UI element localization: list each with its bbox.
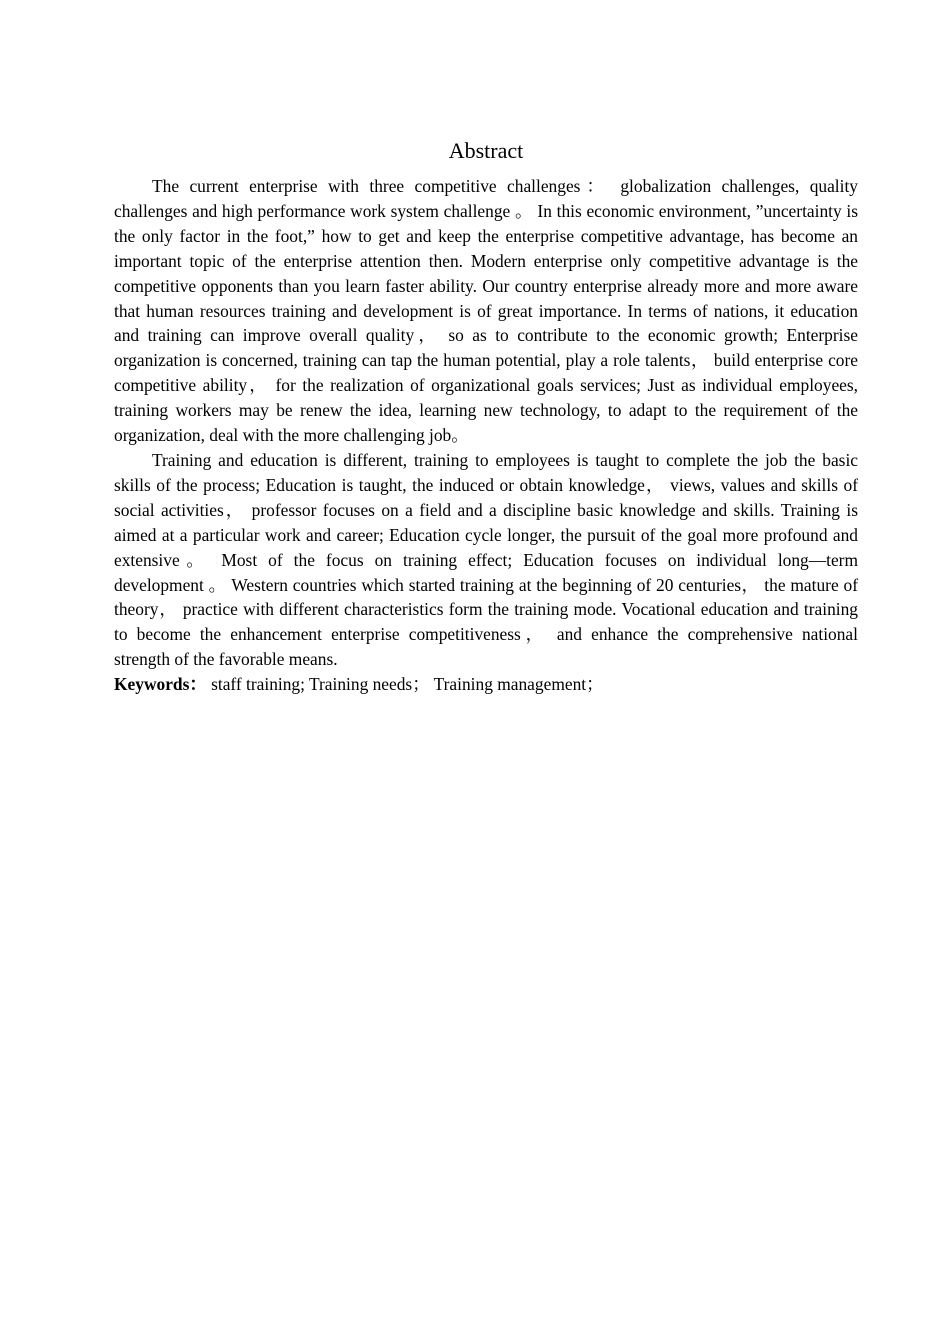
keywords-text: staff training; Training needs； Training management； bbox=[206, 674, 604, 695]
abstract-title: Abstract bbox=[448, 138, 524, 163]
keywords-label: Keywords： bbox=[114, 674, 207, 695]
keywords-line bbox=[114, 672, 858, 697]
abstract-paragraph-1: The current enterprise with three competitive challenges： globalization challenges, quality challenges and high performance work system challenge 。 In this economic environment, ”uncertainty is the only factor in the foot,” how to get and keep the enterprise competitive advantage, has become an important topic of the enterprise attention then. Modern enterprise only competitive advantage is the competitive opponents than you learn faster ability. Our country enterprise already more and more aware that human resources training and development is of great importance. In terms of nations, it education and training can improve overall quality， so as to contribute to the economic growth; Enterprise organization is concerned, training can tap the human potential, play a role talents， build enterprise core competitive ability， for the realization of organizational goals services; Just as individual employees, training workers may be renew the idea, learning new technology, to adapt to the requirement of the organization, deal with the more challenging job。 bbox=[114, 176, 858, 446]
abstract-paragraph-2: Training and education is different, training to employees is taught to complete the job the basic skills of the process; Education is taught, the induced or obtain knowledge， views, values and skills of social activities， professor focuses on a field and a discipline basic knowledge and skills. Training is aimed at a particular work and career; Education cycle longer, the pursuit of the goal more profound and extensive。 Most of the focus on training effect; Education focuses on individual long—term development 。 Western countries which started training at the beginning of 20 centuries， the mature of theory， practice with different characteristics form the training mode. Vocational education and training to become the enhancement enterprise competitiveness， and enhance the comprehensive national strength of the favorable means. bbox=[114, 449, 858, 670]
abstract-section bbox=[114, 136, 858, 697]
